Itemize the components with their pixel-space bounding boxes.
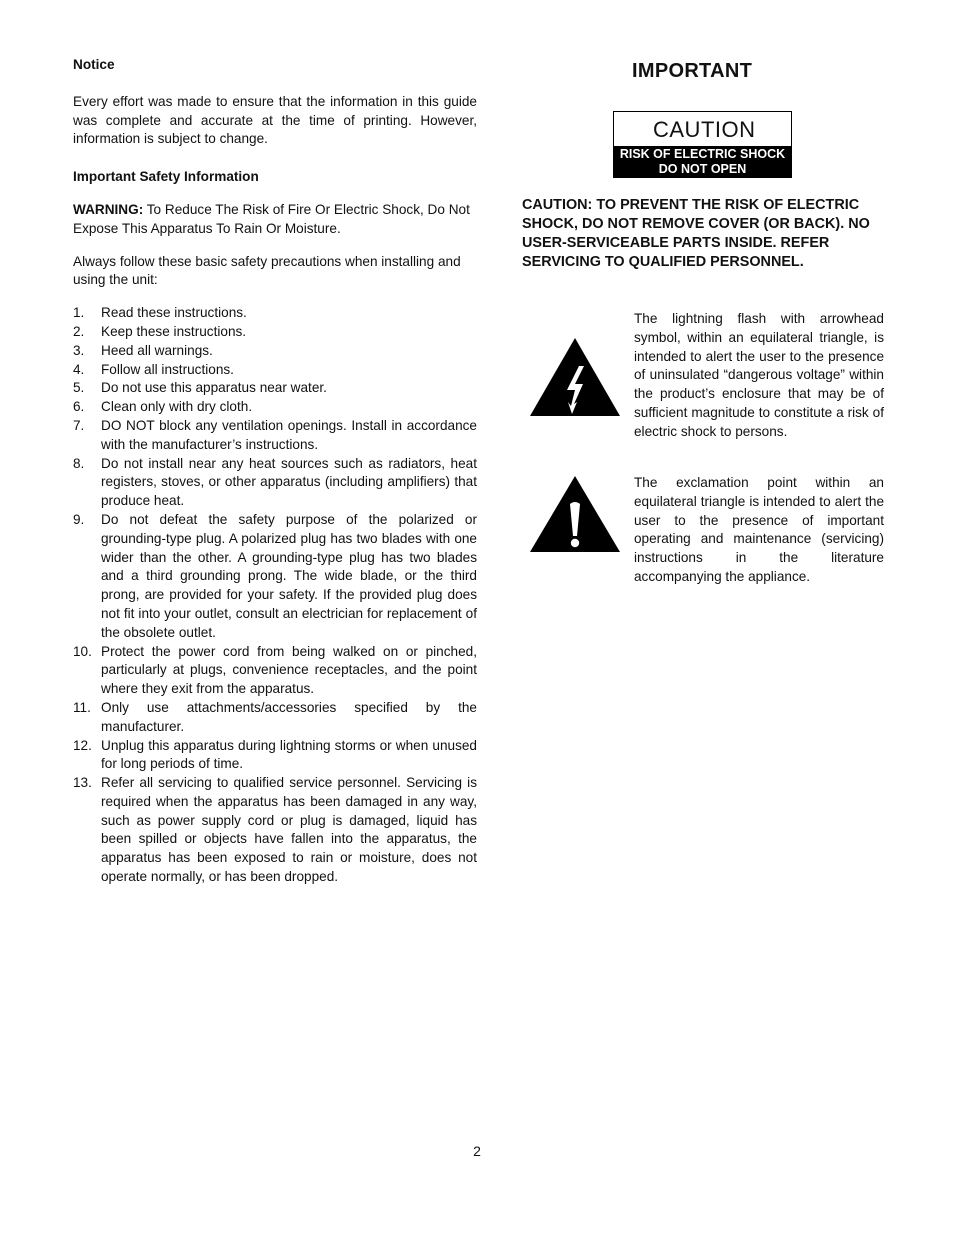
instruction-text: Heed all warnings. — [101, 342, 213, 358]
safety-instruction-item — [73, 361, 477, 380]
right-column — [522, 52, 884, 584]
instruction-number: 2. — [73, 323, 85, 339]
safety-instruction-item — [73, 304, 477, 323]
safety-instruction-item — [73, 737, 477, 775]
safety-instruction-item — [73, 511, 477, 643]
safety-instruction-item — [73, 455, 477, 511]
safety-instruction-item — [73, 398, 477, 417]
instruction-number: 10. — [73, 643, 92, 659]
safety-instruction-item — [73, 379, 477, 398]
safety-instruction-item — [73, 774, 477, 887]
instruction-number: 5. — [73, 380, 85, 396]
caution-label-line2: DO NOT OPEN — [658, 162, 747, 176]
safety-instruction-item — [73, 417, 477, 455]
instruction-text: Unplug this apparatus during lightning storms or when unused for long periods of time. — [101, 737, 477, 772]
instruction-text: Read these instructions. — [101, 305, 247, 321]
safety-instruction-item — [73, 699, 477, 737]
exclamation-symbol-row — [522, 474, 884, 594]
instruction-number: 8. — [73, 455, 85, 471]
instruction-text: Do not use this apparatus near water. — [101, 380, 327, 396]
notice-heading: Notice — [73, 57, 115, 72]
warning-paragraph — [73, 201, 477, 239]
instruction-number: 9. — [73, 511, 85, 527]
instruction-number: 1. — [73, 305, 85, 321]
instruction-text: Do not install near any heat sources such as radiators, heat registers, stoves, or other apparatus (including amplifiers) that produce heat. — [101, 455, 477, 509]
caution-label-line1: RISK OF ELECTRIC SHOCK — [619, 147, 786, 161]
safety-instructions-list — [73, 304, 477, 887]
lightning-warning-triangle-icon — [528, 336, 622, 418]
caution-label — [613, 111, 792, 178]
warning-label: WARNING: — [73, 201, 144, 217]
precautions-intro: Always follow these basic safety precautions when installing and using the unit: — [73, 253, 461, 288]
instruction-number: 13. — [73, 775, 92, 791]
caution-label-word: CAUTION — [653, 117, 756, 142]
instruction-text: Do not defeat the safety purpose of the polarized or grounding-type plug. A polarized plug has two blades with one wider than the other. A grounding-type plug has two blades and a third grounding prong. The wide blade, or the third prong, are provided for your safety. If the provided plug does not fit into your outlet, consult an electrician for replacement of the obsolete outlet. — [101, 511, 477, 640]
important-title: IMPORTANT — [632, 60, 753, 82]
lightning-symbol-row — [522, 310, 884, 460]
instruction-number: 6. — [73, 399, 85, 415]
instruction-text: Clean only with dry cloth. — [101, 399, 253, 415]
exclamation-description: The exclamation point within an equilateral triangle is intended to alert the user to the presence of important operating and maintenance (servicing) instructions in the literature accompanying the appliance. — [634, 475, 884, 584]
safety-instruction-item — [73, 342, 477, 361]
exclamation-warning-triangle-icon — [528, 474, 622, 556]
notice-text: Every effort was made to ensure that the information in this guide was complete and accurate at the time of printing. However, information is subject to change. — [73, 93, 477, 147]
instruction-number: 12. — [73, 737, 92, 753]
instruction-number: 7. — [73, 417, 85, 433]
instruction-number: 3. — [73, 342, 85, 358]
safety-heading: Important Safety Information — [73, 169, 259, 185]
safety-instruction-item — [73, 643, 477, 699]
caution-label-band — [614, 146, 791, 177]
instruction-text: Only use attachments/accessories specified by the manufacturer. — [101, 699, 477, 734]
left-column — [73, 52, 477, 887]
safety-instruction-item — [73, 323, 477, 342]
page-number: 2 — [473, 1143, 481, 1159]
instruction-number: 4. — [73, 361, 85, 377]
instruction-text: Follow all instructions. — [101, 361, 234, 377]
instruction-text: Keep these instructions. — [101, 323, 247, 339]
instruction-text: Protect the power cord from being walked on or pinched, particularly at plugs, convenience receptacles, and the point where they exit from the apparatus. — [101, 643, 477, 697]
instruction-number: 11. — [73, 699, 91, 715]
instruction-text: Refer all servicing to qualified service personnel. Servicing is required when the apparatus has been damaged in any way, such as power supply cord or plug is damaged, liquid has been spilled or objects have fallen into the apparatus, the apparatus has been exposed to rain or moisture, does not operate normally, or has been dropped. — [101, 775, 477, 885]
caution-statement: CAUTION: TO PREVENT THE RISK OF ELECTRIC SHOCK, DO NOT REMOVE COVER (OR BACK). NO USER-SERVICEABLE PARTS INSIDE. REFER SERVICING TO QUALIFIED PERSONNEL. — [522, 197, 870, 270]
instruction-text: DO NOT block any ventilation openings. Install in accordance with the manufacturer’s instructions. — [101, 417, 477, 452]
lightning-description: The lightning flash with arrowhead symbol, within an equilateral triangle, is intended to alert the user to the presence of uninsulated “dangerous voltage” within the product’s enclosure that may be of sufficient magnitude to constitute a risk of electric shock to persons. — [634, 311, 884, 439]
warning-text: To Reduce The Risk of Fire Or Electric Shock, Do Not Expose This Apparatus To Rain Or Moisture. — [73, 201, 470, 236]
